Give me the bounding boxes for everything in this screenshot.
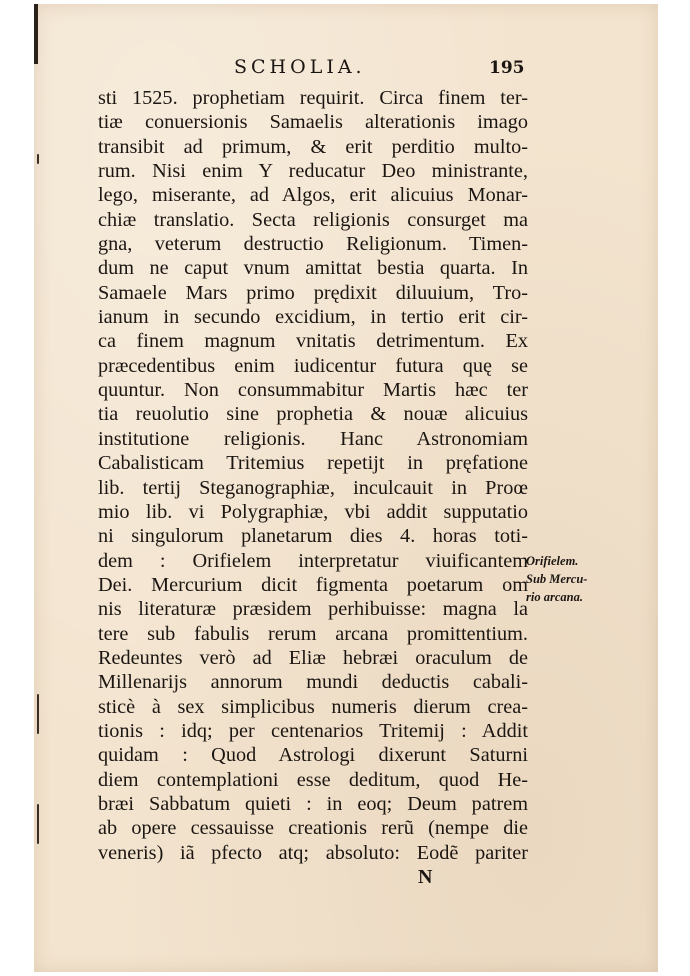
text-line: Dei. Mercurium dicit figmenta poetarum om — [98, 573, 528, 596]
text-line: tionis : idq; per centenarios Tritemij : Addit — [98, 719, 528, 742]
margin-note-line: Orifielem. — [526, 554, 579, 568]
book-page — [34, 4, 658, 972]
text-line: ni singulorum planetarum dies 4. horas toti- — [98, 525, 528, 548]
gutter-edge-mark — [34, 4, 38, 64]
ink-bleed-mark — [37, 154, 39, 164]
text-line: Redeuntes verò ad Eliæ hebræi oraculum de — [98, 646, 528, 669]
text-line: sticè à sex simplicibus numeris dierum crea- — [98, 695, 528, 718]
text-line: mio lib. vi Polygraphiæ, vbi addit supputatio — [98, 500, 528, 523]
text-line: ianum in secundo excidium, in tertio erit cir- — [98, 306, 528, 329]
text-line: quidam : Quod Astrologi dixerunt Saturni — [98, 744, 528, 767]
margin-note-line: rio arcana. — [526, 590, 583, 604]
text-line: tia reuolutio sine prophetia & nouæ alicuius — [98, 403, 528, 426]
margin-note-line: Sub Mercu- — [526, 572, 588, 586]
page-number: 195 — [489, 58, 525, 78]
running-head: SCHOLIA. — [234, 56, 366, 78]
text-line: ca finem magnum vnitatis detrimentum. Ex — [98, 330, 528, 353]
text-line: diem contemplationi esse deditum, quod He- — [98, 768, 528, 791]
text-line: nis literaturæ præsidem perhibuisse: magna la — [98, 598, 528, 621]
ink-bleed-mark — [37, 694, 39, 734]
text-line: tere sub fabulis rerum arcana promittentium. — [98, 622, 528, 645]
text-line: veneris) iã pfecto atq; absoluto: Eodẽ pariter — [98, 841, 528, 864]
text-line: rum. Nisi enim Y reducatur Deo ministrante, — [98, 160, 528, 183]
text-line: Samaele Mars primo prędixit diluuium, Tro- — [98, 281, 528, 304]
text-line: Cabalisticam Tritemius repetijt in pręfatione — [98, 452, 528, 475]
text-line: lib. tertij Steganographiæ, inculcauit in Proœ — [98, 476, 528, 499]
text-line: præcedentibus enim iudicentur futura quę se — [98, 354, 528, 377]
ink-bleed-mark — [37, 804, 39, 844]
text-line: lego, miserante, ad Algos, erit alicuius Monar- — [98, 184, 528, 207]
page-header — [34, 56, 658, 86]
text-line: dum ne caput vnum amittat bestia quarta. In — [98, 257, 528, 280]
text-line: transibit ad primum, & erit perditio multo- — [98, 135, 528, 158]
signature-mark: N — [418, 866, 433, 888]
margin-note — [526, 552, 636, 606]
text-line: chiæ translatio. Secta religionis consurget ma — [98, 208, 528, 231]
text-line: institutione religionis. Hanc Astronomiam — [98, 427, 528, 450]
text-line: quuntur. Non consummabitur Martis hæc ter — [98, 379, 528, 402]
text-line: sti 1525. prophetiam requirit. Circa finem ter- — [98, 87, 528, 109]
text-line: bræi Sabbatum quieti : in eoq; Deum patrem — [98, 792, 528, 815]
text-line: ab opere cessauisse creationis rerũ (nempe die — [98, 817, 528, 840]
text-line: gna, veterum destructio Religionum. Timen- — [98, 233, 528, 256]
body-text — [98, 86, 528, 865]
text-line: Millenarijs annorum mundi deductis cabali- — [98, 671, 528, 694]
text-line: dem : Orifielem interpretatur viuificantem — [98, 549, 528, 572]
text-line: tiæ conuersionis Samaelis alterationis imago — [98, 111, 528, 134]
